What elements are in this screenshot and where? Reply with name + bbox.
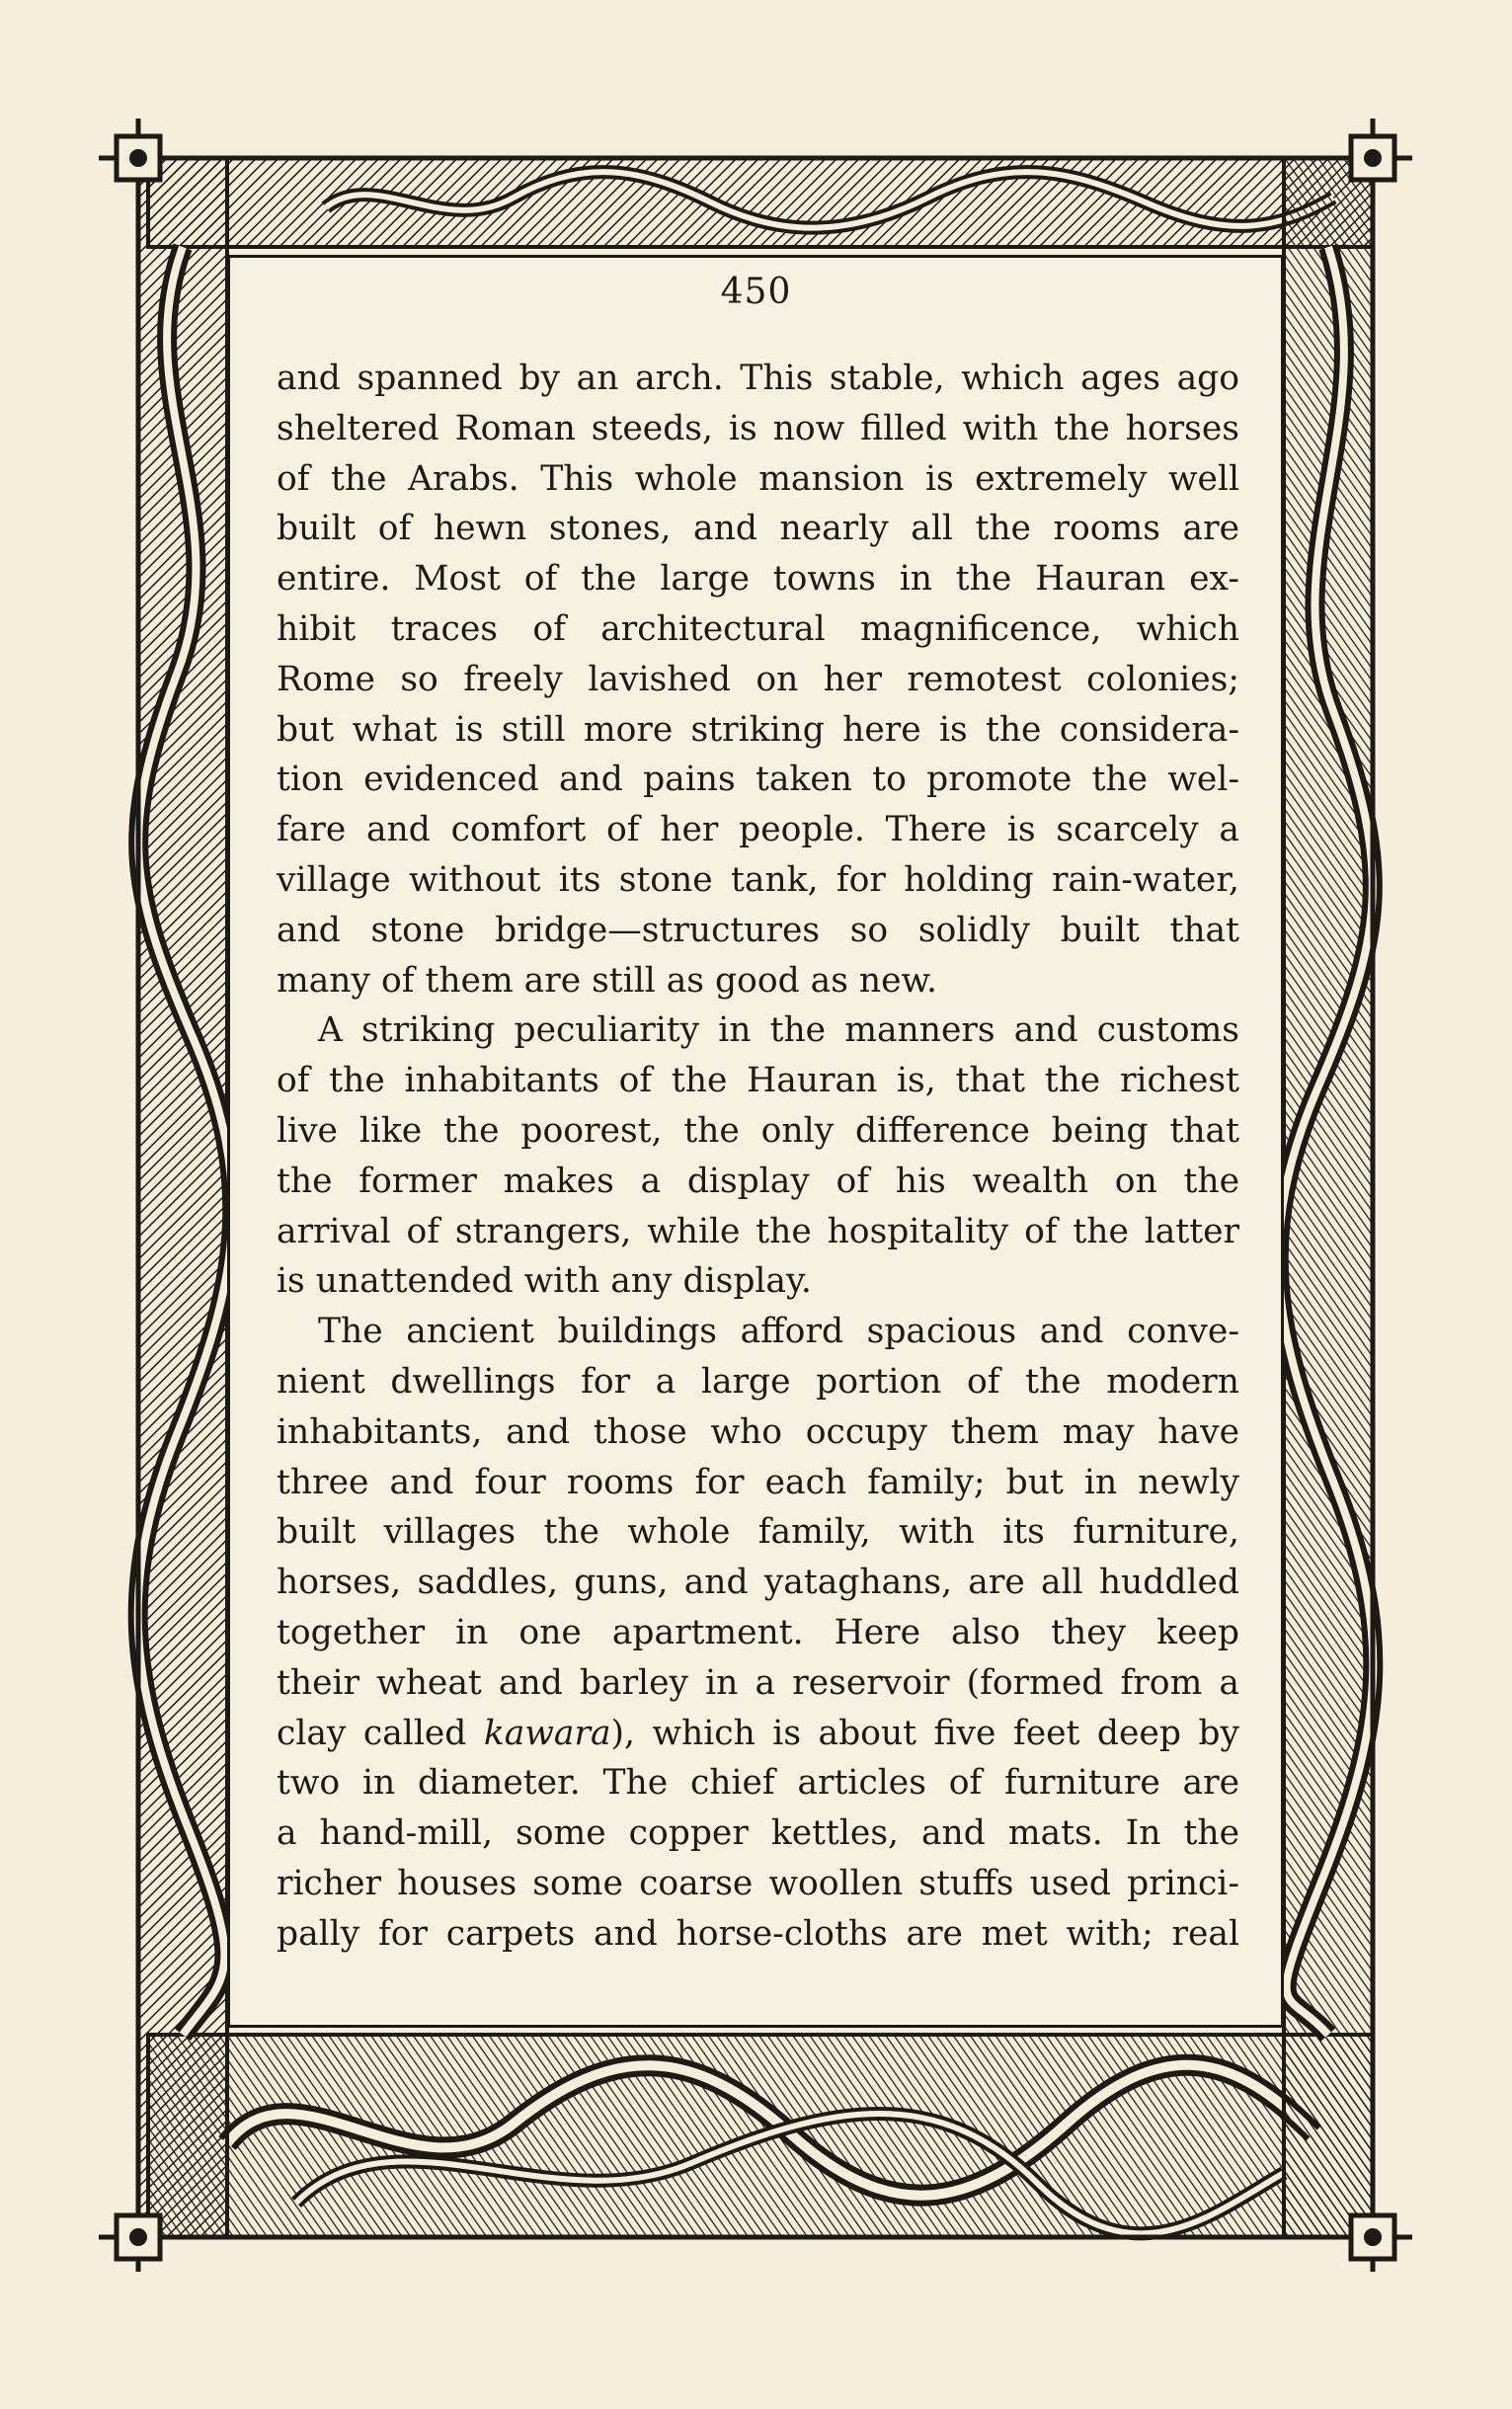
text-line: sheltered Roman steeds, is now filled with the horses — [277, 408, 1239, 448]
text-line: their wheat and barley in a reservoir (formed from a — [277, 1662, 1239, 1703]
border-top-band — [148, 158, 1373, 247]
text-line: but what is still more striking here is the considera- — [277, 709, 1239, 750]
text-line: richer houses some coarse woollen stuffs used princi- — [277, 1863, 1239, 1903]
text-line: entire. Most of the large towns in the Hauran ex- — [277, 559, 1239, 600]
corner-ornament-top-right — [1351, 136, 1394, 180]
text-line: three and four rooms for each family; but in newly — [277, 1462, 1239, 1502]
text-line: nient dwellings for a large portion of the modern — [277, 1361, 1239, 1402]
text-line: pally for carpets and horse-cloths are met with; real — [277, 1913, 1239, 1954]
text-line: horses, saddles, guns, and yataghans, are all huddled — [277, 1563, 1239, 1603]
text-line: together in one apartment. Here also they keep — [277, 1612, 1239, 1652]
text-line: many of them are still as good as new. — [277, 960, 937, 1001]
italic-term: kawara — [483, 1713, 611, 1753]
text-line: arrival of strangers, while the hospitality of the latter — [277, 1211, 1239, 1251]
text-line: A striking peculiarity in the manners and customs — [318, 1010, 1239, 1051]
text-line: of the inhabitants of the Hauran is, that the richest — [277, 1061, 1239, 1101]
border-left-band — [138, 158, 233, 2237]
border-right-band — [1279, 158, 1374, 2237]
text-line: Rome so freely lavished on her remotest colonies; — [277, 659, 1239, 699]
text-line: the former makes a display of his wealth on the — [277, 1161, 1239, 1201]
corner-ornament-bottom-left — [117, 2215, 160, 2259]
text-line — [277, 1709, 1239, 1759]
body-text — [277, 354, 1239, 1960]
corner-ornament-top-left — [117, 136, 160, 180]
corner-ornament-bottom-right — [1351, 2215, 1394, 2259]
text-line: built of hewn stones, and nearly all the rooms are — [277, 509, 1239, 549]
text-line: and spanned by an arch. This stable, which ages ago — [277, 359, 1239, 398]
text-line: The ancient buildings afford spacious and conve- — [318, 1312, 1239, 1352]
text-line: fare and comfort of her people. There is scarcely a — [277, 810, 1239, 850]
text-line: live like the poorest, the only difference being that — [277, 1110, 1239, 1151]
text-line: and stone bridge—structures so solidly built that — [277, 910, 1239, 950]
text-line: two in diameter. The chief articles of furniture are — [277, 1763, 1239, 1804]
text-line: built villages the whole family, with its furniture, — [277, 1512, 1239, 1553]
text-line-segment: ), which is about five feet deep by — [610, 1713, 1240, 1753]
text-line: of the Arabs. This whole mansion is extremely well — [277, 458, 1239, 499]
text-line: tion evidenced and pains taken to promote the wel- — [277, 760, 1239, 800]
text-line: a hand-mill, some copper kettles, and mats. In the — [277, 1813, 1239, 1854]
text-line: inhabitants, and those who occupy them may have — [277, 1411, 1239, 1452]
page-number: 450 — [720, 272, 792, 312]
text-line: is unattended with any display. — [277, 1261, 812, 1302]
text-line-segment: clay called — [277, 1713, 484, 1753]
border-bottom-band — [148, 2035, 1373, 2237]
text-line: village without its stone tank, for holding rain-water, — [277, 859, 1239, 900]
text-line: hibit traces of architectural magnificence, which — [277, 608, 1239, 649]
